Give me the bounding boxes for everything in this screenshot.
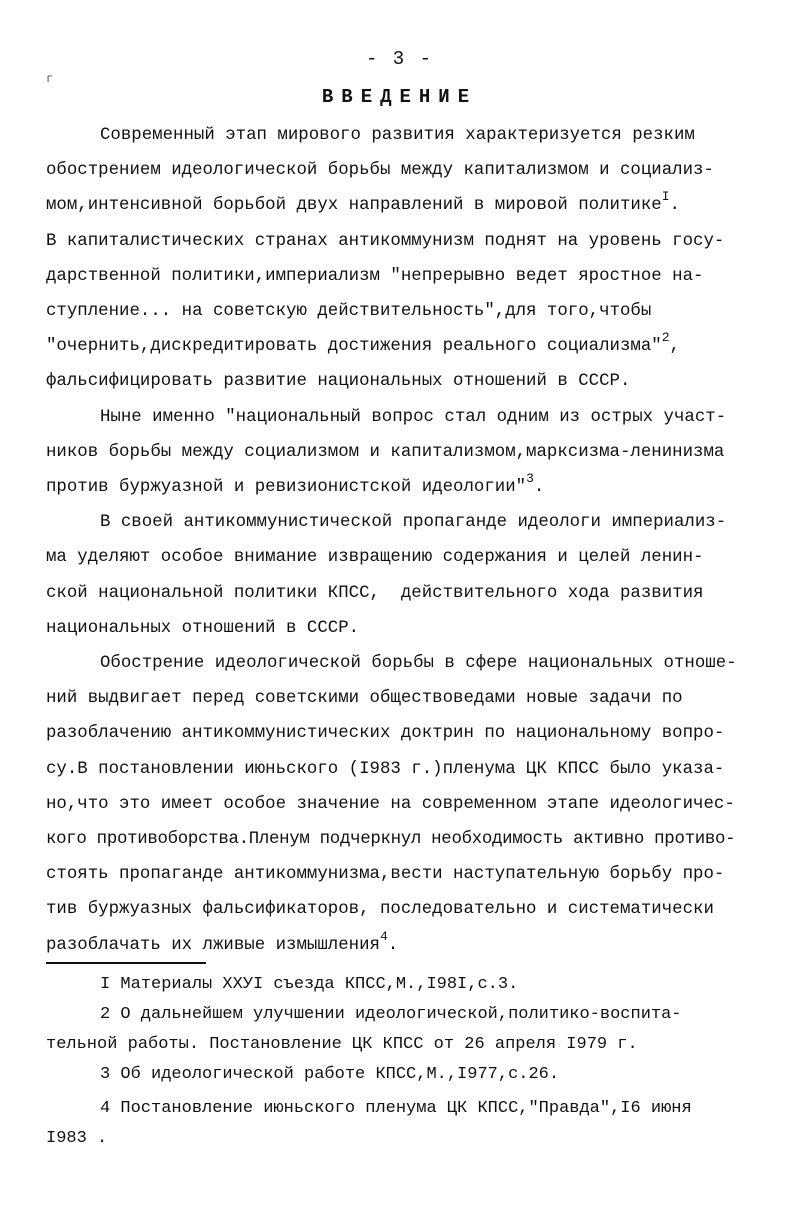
footnotes xyxy=(46,970,766,1154)
text-line xyxy=(46,470,766,505)
text-line: обострением идеологической борьбы между капитализмом и социализ- xyxy=(46,161,714,181)
text-segment: . xyxy=(387,935,399,955)
footnote-2: 2 О дальнейшем улучшении идеологической,политико-воспита- xyxy=(100,1005,682,1024)
text-line: кого противоборства.Пленум подчеркнул необходимость активно противо- xyxy=(46,830,736,850)
footnote-2-cont: тельной работы. Постановление ЦК КПСС от 26 апреля I979 г. xyxy=(46,1035,638,1054)
footnote-ref: I xyxy=(661,189,670,205)
text-segment: разоблачать их лживые измышления xyxy=(46,935,380,955)
text-line: стоять пропаганде антикоммунизма,вести наступательную борьбу про- xyxy=(46,865,725,885)
text-line xyxy=(46,329,766,364)
text-line: разоблачению антикоммунистических доктрин по национальному вопро- xyxy=(46,724,725,744)
text-line: ской национальной политики КПСС, действительного хода развития xyxy=(46,583,704,603)
page-number: - 3 - xyxy=(365,48,433,70)
footnote-4: 4 Постановление июньского пленума ЦК КПСС,"Правда",I6 июня xyxy=(100,1099,692,1118)
text-line: тив буржуазных фальсификаторов, последовательно и систематически xyxy=(46,900,714,920)
footnote-1: I Материалы XXУI съезда КПСС,М.,I98I,с.3. xyxy=(100,975,519,994)
body-text xyxy=(46,118,766,963)
text-line: дарственной политики,империализм "непрерывно ведет яростное на- xyxy=(46,266,704,286)
text-segment: "очернить,дискредитировать достижения реального социализма" xyxy=(46,337,662,357)
text-line: Современный этап мирового развития характеризуется резким xyxy=(100,126,695,145)
text-line: В капиталистических странах антикоммунизм поднят на уровень госу- xyxy=(46,231,725,251)
text-line: В своей антикоммунистической пропаганде идеологи империализ- xyxy=(100,513,727,533)
text-segment: мом,интенсивной борьбой двух направлений в мировой политике xyxy=(46,196,662,216)
text-segment: . xyxy=(669,196,680,216)
text-line: Обострение идеологической борьбы в сфере национальных отноше- xyxy=(100,654,737,674)
text-line: су.В постановлении июньского (I983 г.)пленума ЦК КПСС было указа- xyxy=(46,759,725,779)
text-segment: . xyxy=(533,478,545,498)
text-line: Ныне именно "национальный вопрос стал одним из острых участ- xyxy=(100,407,727,427)
footnote-4-cont: I983 . xyxy=(46,1129,108,1148)
footnote-ref: 4 xyxy=(379,928,388,944)
text-line: ма уделяют особое внимание извращению содержания и целей ленин- xyxy=(46,548,704,568)
text-line: но,что это имеет особое значение на современном этапе идеологичес- xyxy=(46,794,735,814)
text-line: фальсифицировать развитие национальных отношений в СССР. xyxy=(46,372,631,392)
corner-mark: г xyxy=(46,72,54,86)
footnote-3: 3 Об идеологической работе КПСС,М.,I977,с.26. xyxy=(100,1065,560,1084)
text-line xyxy=(46,928,766,963)
text-line: национальных отношений в СССР. xyxy=(46,618,360,638)
text-line: ступление... на советскую действительность",для того,чтобы xyxy=(46,302,652,322)
footnote-ref: 3 xyxy=(526,471,534,487)
text-line: ников борьбы между социализмом и капитализмом,марксизма-ленинизма xyxy=(46,442,725,462)
footnote-divider xyxy=(46,962,206,964)
page-title: ВВЕДЕНИЕ xyxy=(321,86,478,108)
text-line xyxy=(46,188,766,223)
text-segment: , xyxy=(669,337,680,357)
footnote-ref: 2 xyxy=(661,330,670,346)
text-line: ний выдвигает перед советскими обществоведами новые задачи по xyxy=(46,689,683,709)
text-segment: против буржуазной и ревизионистской идеологии" xyxy=(46,478,527,498)
